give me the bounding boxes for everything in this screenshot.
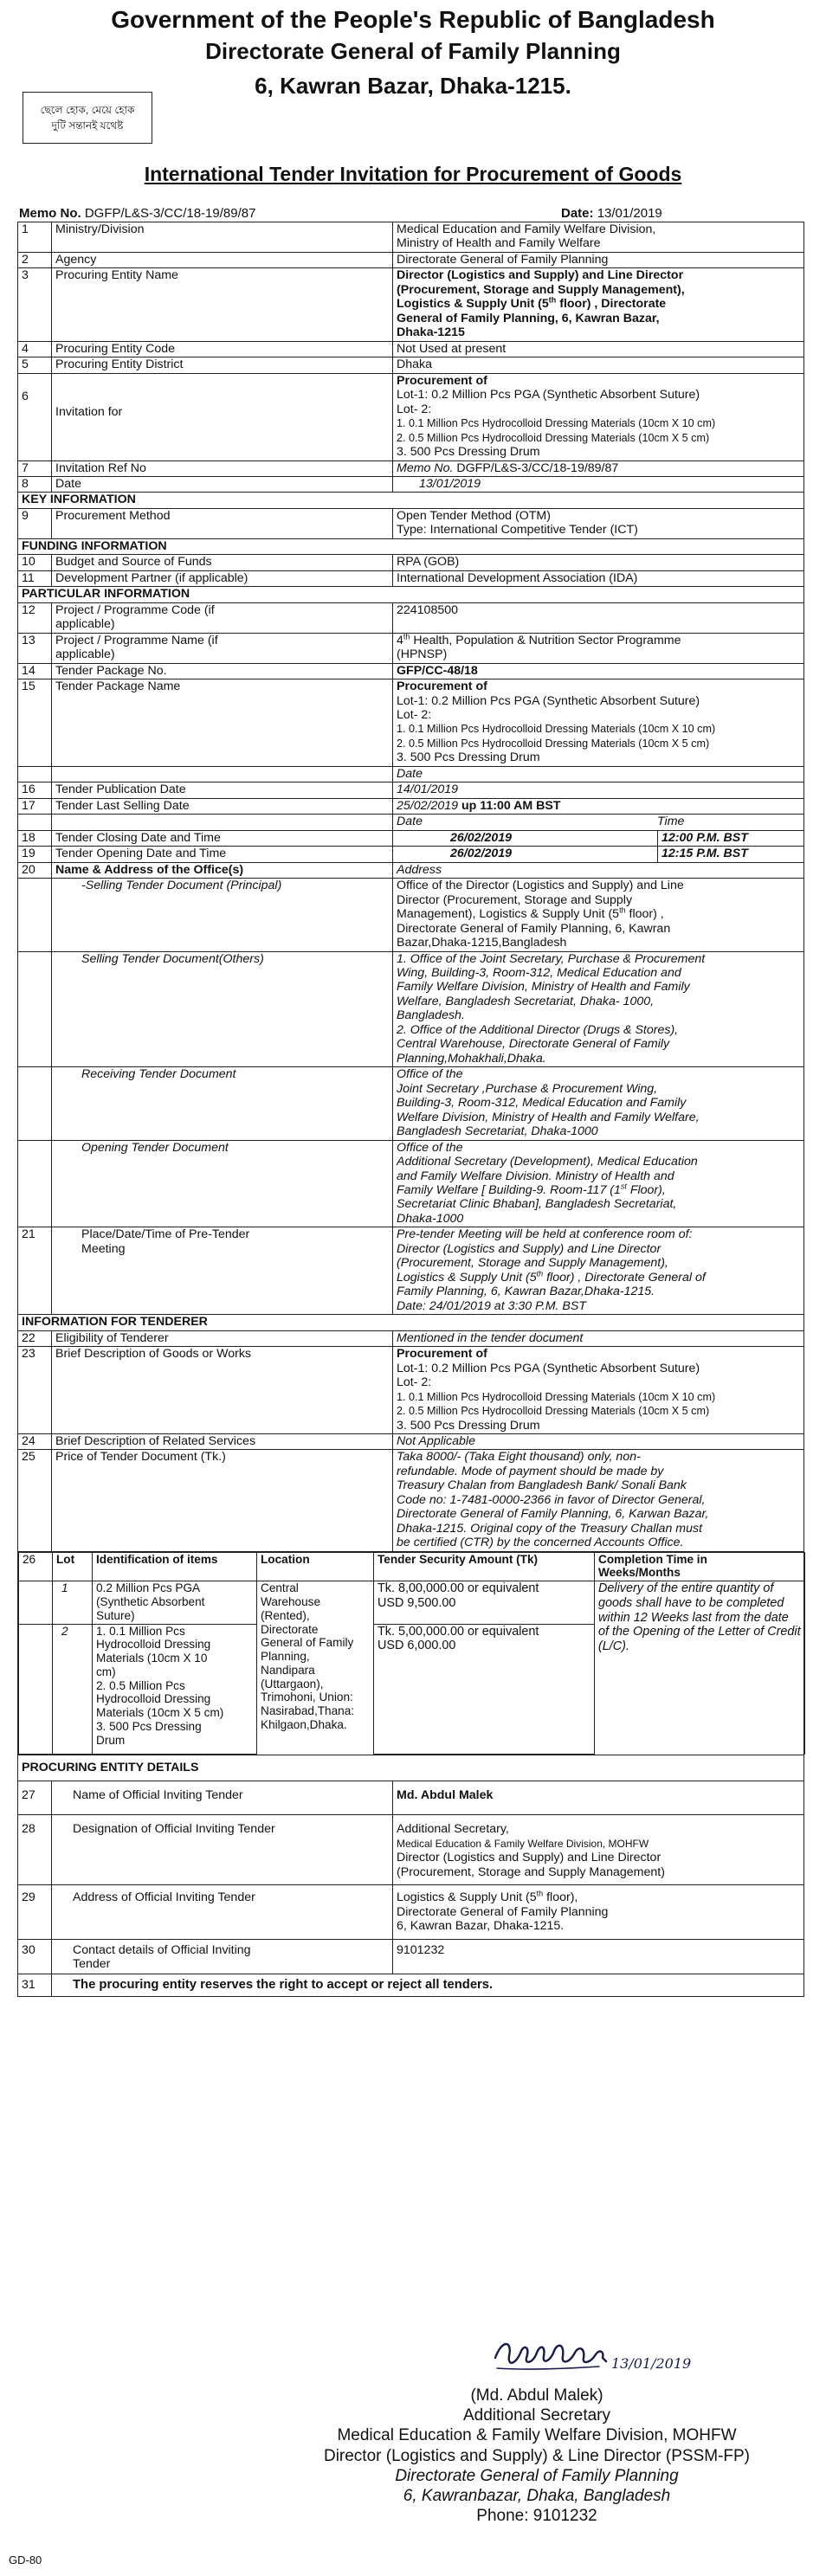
lot-row-1: 1 0.2 Million Pcs PGA (Synthetic Absorbent Suture) Central Warehouse (Rented), Directorate General of Family Planning, Nandipara (Uttargaon), Trimohoni, Union: Nasirabad,Thana: Khilgaon,Dhaka. Tk. 8,00,000.00 or equivalent USD 9,500.00 Delivery of the entire quantity of goods shall have to be completed within 12 Weeks last from the date of the Opening of the Letter of Credit (L/C). bbox=[19, 1581, 805, 1624]
lot-table bbox=[18, 1552, 805, 1755]
section-procuring-entity-details: PROCURING ENTITY DETAILS bbox=[18, 1755, 804, 1781]
slogan-line-1: ছেলে হোক, মেয়ে হোক bbox=[40, 104, 135, 116]
completion-time: Delivery of the entire quantity of goods shall have to be completed within 12 Weeks last from the date of the Opening of the Letter of Credit (L/C). bbox=[595, 1581, 805, 1755]
section-funding-information: FUNDING INFORMATION bbox=[18, 538, 804, 554]
table-row: 12 Project / Programme Code (if applicable) 224108500 bbox=[18, 602, 804, 633]
table-row: 22 Eligibility of Tenderer Mentioned in the tender document bbox=[18, 1330, 804, 1346]
table-row: 21 Place/Date/Time of Pre-Tender Meeting Pre-tender Meeting will be held at conference room of: Director (Logistics and Supply) and Line Director (Procurement, Storage and Supply Management), Logistics & Supply Unit (5th floor) , Directorate General of Family Planning, 6, Kawran Bazar,Dhaka-1215. Date: 24/01/2019 at 3:30 P.M. BST bbox=[18, 1227, 804, 1315]
table-row: 8 Date 13/01/2019 bbox=[18, 476, 804, 492]
table-row: 28 Designation of Official Inviting Tender Additional Secretary, Medical Education & Family Welfare Division, MOHFW Director (Logistics and Supply) and Line Director (Procurement, Storage and Supply Management) bbox=[18, 1815, 804, 1885]
section-information-for-tenderer: INFORMATION FOR TENDERER bbox=[18, 1315, 804, 1330]
table-row: 15 Tender Package Name Procurement of Lot-1: 0.2 Million Pcs PGA (Synthetic Absorbent Suture) Lot- 2: 1. 0.1 Million Pcs Hydrocolloid Dressing Materials (10cm X 10 cm) 2. 0.5 Million Pcs Hydrocolloid Dressing Materials (10cm X 5 cm) 3. 500 Pcs Dressing Drum bbox=[18, 679, 804, 767]
table-row: Opening Tender Document Office of the Additional Secretary (Development), Medical Education and Family Welfare Division. Ministry of Health and Family Welfare [ Building-9. Room-117 (1st Floor), Secretariat Clinic Bhaban], Bangladesh Secretariat, Dhaka-1000 bbox=[18, 1140, 804, 1227]
table-row: 7 Invitation Ref No Memo No. DGFP/L&S-3/CC/18-19/89/87 bbox=[18, 460, 804, 476]
family-planning-slogan-box bbox=[23, 92, 152, 144]
table-row: -Selling Tender Document (Principal) Office of the Director (Logistics and Supply) and Line Director (Procurement, Storage and Supply Management), Logistics & Supply Unit (5th floor) , Directorate General of Family Planning, 6, Kawran Bazar,Dhaka-1215,Bangladesh bbox=[18, 879, 804, 951]
table-row: 24 Brief Description of Related Services Not Applicable bbox=[18, 1433, 804, 1449]
goods-description: Procurement of Lot-1: 0.2 Million Pcs PGA (Synthetic Absorbent Suture) Lot- 2: 1. 0.1 Million Pcs Hydrocolloid Dressing Materials (10cm X 10 cm) 2. 0.5 Million Pcs Hydrocolloid Dressing Materials (10cm X 5 cm) 3. 500 Pcs Dressing Drum bbox=[393, 1347, 804, 1434]
memo-number: Memo No. DGFP/L&S-3/CC/18-19/89/87 bbox=[19, 206, 256, 221]
table-row: Receiving Tender Document Office of the Joint Secretary ,Purchase & Procurement Wing, Building-3, Room-312, Medical Education and Family Welfare Division, Ministry of Health and Family Welfare, Bangladesh Secretariat, Dhaka-1000 bbox=[18, 1067, 804, 1140]
table-row: 23 Brief Description of Goods or Works Procurement of Lot-1: 0.2 Million Pcs PGA (Synthetic Absorbent Suture) Lot- 2: 1. 0.1 Million Pcs Hydrocolloid Dressing Materials (10cm X 10 cm) 2. 0.5 Million Pcs Hydrocolloid Dressing Materials (10cm X 5 cm) 3. 500 Pcs Dressing Drum bbox=[18, 1347, 804, 1434]
tender-package-name: Procurement of Lot-1: 0.2 Million Pcs PGA (Synthetic Absorbent Suture) Lot- 2: 1. 0.1 Million Pcs Hydrocolloid Dressing Materials (10cm X 10 cm) 2. 0.5 Million Pcs Hydrocolloid Dressing Materials (10cm X 5 cm) 3. 500 Pcs Dressing Drum bbox=[393, 679, 804, 767]
notice-title: International Tender Invitation for Procurement of Goods bbox=[144, 163, 682, 185]
table-row: 18 Tender Closing Date and Time 26/02/2019 12:00 P.M. BST bbox=[18, 830, 804, 846]
table-row: 29 Address of Official Inviting Tender Logistics & Supply Unit (5th floor), Directorate General of Family Planning 6, Kawran Bazar, Dhaka-1215. bbox=[18, 1885, 804, 1939]
table-row: 5 Procuring Entity District Dhaka bbox=[18, 357, 804, 373]
table-row: 4 Procuring Entity Code Not Used at present bbox=[18, 341, 804, 357]
slogan-line-2: দুটি সন্তানই যথেষ্ট bbox=[51, 119, 124, 132]
table-row: 9 Procurement Method Open Tender Method (OTM) Type: International Competitive Tender (ICT) bbox=[18, 508, 804, 538]
table-row: 16 Tender Publication Date 14/01/2019 bbox=[18, 782, 804, 798]
section-particular-information: PARTICULAR INFORMATION bbox=[18, 587, 804, 602]
svg-text:13/01/2019: 13/01/2019 bbox=[611, 2355, 692, 2372]
table-row: 20 Name & Address of the Office(s) Address bbox=[18, 862, 804, 878]
official-signature bbox=[490, 2327, 692, 2387]
header-directorate: Directorate General of Family Planning bbox=[205, 38, 621, 64]
procuring-entity-name: Director (Logistics and Supply) and Line Director (Procurement, Storage and Supply Management), Logistics & Supply Unit (5th floor) , Directorate General of Family Planning, 6, Kawran Bazar, Dhaka-1215 bbox=[393, 268, 804, 341]
table-row: Date Time bbox=[18, 815, 804, 830]
table-row: 27 Name of Official Inviting Tender Md. Abdul Malek bbox=[18, 1781, 804, 1814]
table-row: 31 The procuring entity reserves the right to accept or reject all tenders. bbox=[18, 1974, 804, 1996]
tender-document-price: Taka 8000/- (Taka Eight thousand) only, non- refundable. Mode of payment should be made by Treasury Chalan from Bangladesh Bank/ Sonali Bank Code no: 1-7481-0000-2366 in favor of Director General, Directorate General of Family Planning, 6, Karwan Bazar, Dhaka-1215. Original copy of the Treasury Challan must be certified (CTR) by the concerned Accounts Office. bbox=[393, 1450, 804, 1551]
table-row: Date bbox=[18, 766, 804, 782]
table-row bbox=[18, 1551, 804, 1755]
table-row: 25 Price of Tender Document (Tk.) Taka 8000/- (Taka Eight thousand) only, non- refundable. Mode of payment should be made by Treasury Chalan from Bangladesh Bank/ Sonali Bank Code no: 1-7481-0000-2366 in favor of Director General, Directorate General of Family Planning, 6, Karwan Bazar, Dhaka-1215. Original copy of the Treasury Challan must be certified (CTR) by the concerned Accounts Office. bbox=[18, 1450, 804, 1551]
table-row: 14 Tender Package No. GFP/CC-48/18 bbox=[18, 663, 804, 679]
table-row: 17 Tender Last Selling Date 25/02/2019 up 11:00 AM BST bbox=[18, 798, 804, 814]
table-row: 13 Project / Programme Name (if applicable) 4th Health, Population & Nutrition Sector Programme (HPNSP) bbox=[18, 633, 804, 663]
delivery-location: Central Warehouse (Rented), Directorate General of Family Planning, Nandipara (Uttargaon), Trimohoni, Union: Nasirabad,Thana: Khilgaon,Dhaka. bbox=[257, 1581, 374, 1755]
table-row: 19 Tender Opening Date and Time 26/02/2019 12:15 P.M. BST bbox=[18, 847, 804, 862]
table-row: 10 Budget and Source of Funds RPA (GOB) bbox=[18, 555, 804, 570]
table-row: 2 Agency Directorate General of Family Planning bbox=[18, 252, 804, 267]
table-row: 1 Ministry/Division Medical Education and Family Welfare Division, Ministry of Health and Family Welfare bbox=[18, 222, 804, 253]
lot-row-2: 2 1. 0.1 Million Pcs Hydrocolloid Dressing Materials (10cm X 10 cm) 2. 0.5 Million Pcs Hydrocolloid Dressing Materials (10cm X 5 cm) 3. 500 Pcs Dressing Drum Tk. 5,00,000.00 or equivalent USD 6,000.00 bbox=[19, 1624, 805, 1755]
table-row: 30 Contact details of Official Inviting Tender 9101232 bbox=[18, 1939, 804, 1974]
header-address: 6, Kawran Bazar, Dhaka-1215. bbox=[255, 73, 571, 99]
table-row: 11 Development Partner (if applicable) International Development Association (IDA) bbox=[18, 570, 804, 586]
table-row: Selling Tender Document(Others) 1. Office of the Joint Secretary, Purchase & Procurement Wing, Building-3, Room-312, Medical Education and Family Welfare Division, Ministry of Health and Family Welfare, Bangladesh Secretariat, Dhaka- 1000, Bangladesh. 2. Office of the Additional Director (Drugs & Stores), Central Warehouse, Directorate General of Family Planning,Mohakhali,Dhaka. bbox=[18, 951, 804, 1067]
section-key-information: KEY INFORMATION bbox=[18, 493, 804, 508]
table-row: 3 Procuring Entity Name Director (Logistics and Supply) and Line Director (Procurement, Storage and Supply Management), Logistics & Supply Unit (5th floor) , Directorate General of Family Planning, 6, Kawran Bazar, Dhaka-1215 bbox=[18, 268, 804, 341]
invitation-for: Procurement of Lot-1: 0.2 Million Pcs PGA (Synthetic Absorbent Suture) Lot- 2: 1. 0.1 Million Pcs Hydrocolloid Dressing Materials (10cm X 10 cm) 2. 0.5 Million Pcs Hydrocolloid Dressing Materials (10cm X 5 cm) 3. 500 Pcs Dressing Drum bbox=[393, 373, 804, 460]
lot-table-header: 26 Lot Identification of items Location Tender Security Amount (Tk) Completion Time in Weeks/Months bbox=[19, 1552, 805, 1581]
table-row: 6 Invitation for Procurement of Lot-1: 0.2 Million Pcs PGA (Synthetic Absorbent Suture) Lot- 2: 1. 0.1 Million Pcs Hydrocolloid Dressing Materials (10cm X 10 cm) 2. 0.5 Million Pcs Hydrocolloid Dressing Materials (10cm X 5 cm) 3. 500 Pcs Dressing Drum bbox=[18, 373, 804, 460]
signature-block: (Md. Abdul Malek) Additional Secretary Medical Education & Family Welfare Division, MOHFW Director (Logistics and Supply) & Line Director (PSSM-FP) Directorate General of Family Planning 6, Kawranbazar, Dhaka, Bangladesh Phone: 9101232 bbox=[323, 2386, 751, 2526]
header-government: Government of the People's Republic of Bangladesh bbox=[111, 6, 715, 33]
notice-date: Date: 13/01/2019 bbox=[561, 206, 662, 221]
tender-table bbox=[17, 222, 804, 1997]
form-code: GD-80 bbox=[9, 2553, 42, 2566]
